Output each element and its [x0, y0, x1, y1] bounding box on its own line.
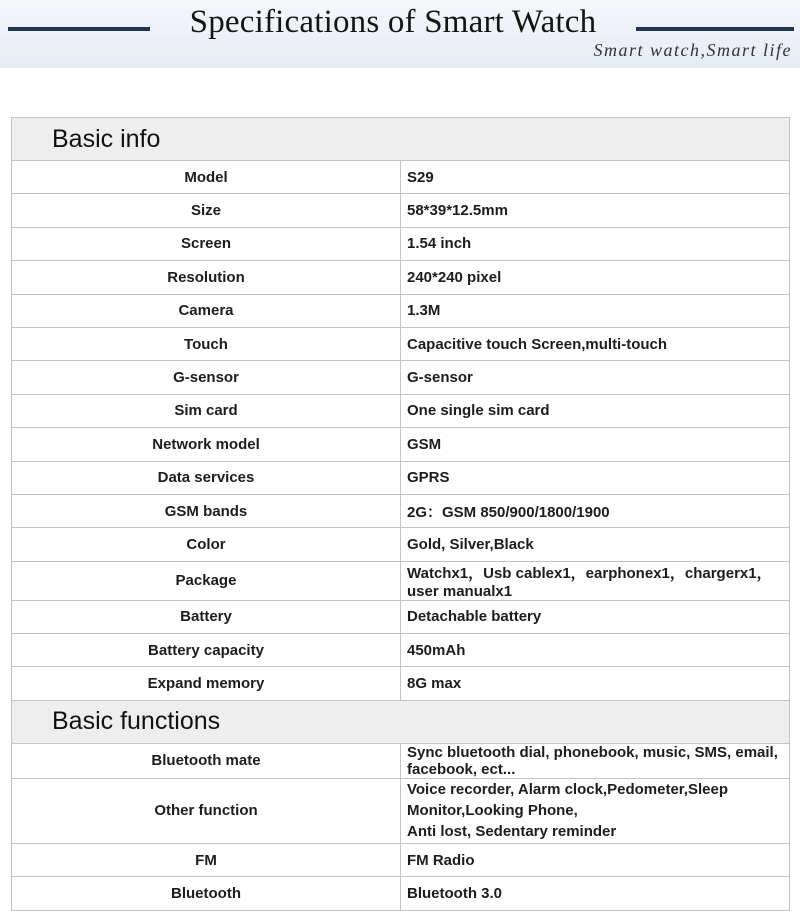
table-row [12, 394, 790, 427]
header-rule-left [8, 27, 150, 31]
table-row [12, 361, 790, 394]
row-label: Network model [12, 428, 401, 461]
table-row [12, 161, 790, 194]
table-row [12, 600, 790, 633]
row-value: 2G：GSM 850/900/1800/1900 [401, 494, 790, 527]
row-label: Resolution [12, 261, 401, 294]
table-row [12, 428, 790, 461]
row-label: Other function [12, 778, 401, 843]
table-row [12, 461, 790, 494]
table-row [12, 294, 790, 327]
row-value: 58*39*12.5mm [401, 194, 790, 227]
row-value: Bluetooth 3.0 [401, 877, 790, 910]
section-title: Basic info [12, 118, 790, 161]
row-value: S29 [401, 161, 790, 194]
row-label: Size [12, 194, 401, 227]
table-row [12, 227, 790, 260]
row-value: 1.54 inch [401, 227, 790, 260]
table-row [12, 634, 790, 667]
row-value: 8G max [401, 667, 790, 700]
row-value-line-1: Voice recorder, Alarm clock,Pedometer,Sleep Monitor,Looking Phone, [407, 781, 728, 820]
section-header-basic-info [12, 118, 790, 161]
spec-table [11, 117, 790, 911]
row-value: 450mAh [401, 634, 790, 667]
table-row [12, 561, 790, 600]
table-row [12, 194, 790, 227]
row-value: One single sim card [401, 394, 790, 427]
row-value: 240*240 pixel [401, 261, 790, 294]
page-title: Specifications of Smart Watch [189, 4, 597, 40]
row-value: 1.3M [401, 294, 790, 327]
row-label: Model [12, 161, 401, 194]
row-value: Gold, Silver,Black [401, 528, 790, 561]
row-value: GPRS [401, 461, 790, 494]
row-label: FM [12, 843, 401, 876]
row-label: Camera [12, 294, 401, 327]
table-row [12, 528, 790, 561]
row-label: Data services [12, 461, 401, 494]
row-label: Package [12, 561, 401, 600]
table-row [12, 261, 790, 294]
table-row [12, 877, 790, 910]
row-value [401, 778, 790, 843]
row-label: GSM bands [12, 494, 401, 527]
row-label: Sim card [12, 394, 401, 427]
row-label: Expand memory [12, 667, 401, 700]
table-row [12, 494, 790, 527]
header-rule-right [636, 27, 794, 31]
table-row [12, 843, 790, 876]
row-value-line-2: Anti lost, Sedentary reminder [407, 823, 617, 841]
row-label: Bluetooth mate [12, 743, 401, 778]
row-label: Bluetooth [12, 877, 401, 910]
row-label: G-sensor [12, 361, 401, 394]
table-row [12, 778, 790, 843]
row-label: Touch [12, 327, 401, 360]
table-row [12, 743, 790, 778]
row-value: G-sensor [401, 361, 790, 394]
row-value: Detachable battery [401, 600, 790, 633]
row-value: Sync bluetooth dial, phonebook, music, SMS, email, facebook, ect... [401, 743, 790, 778]
row-value: GSM [401, 428, 790, 461]
table-row [12, 327, 790, 360]
row-value: FM Radio [401, 843, 790, 876]
row-label: Screen [12, 227, 401, 260]
row-label: Color [12, 528, 401, 561]
row-value: Capacitive touch Screen,multi-touch [401, 327, 790, 360]
section-title: Basic functions [12, 700, 790, 743]
section-header-basic-functions [12, 700, 790, 743]
table-row [12, 667, 790, 700]
header-banner [0, 0, 800, 68]
row-label: Battery [12, 600, 401, 633]
tagline: Smart watch,Smart life [593, 40, 792, 60]
row-value: Watchx1，Usb cablex1，earphonex1，chargerx1，user manualx1 [401, 561, 790, 600]
row-label: Battery capacity [12, 634, 401, 667]
